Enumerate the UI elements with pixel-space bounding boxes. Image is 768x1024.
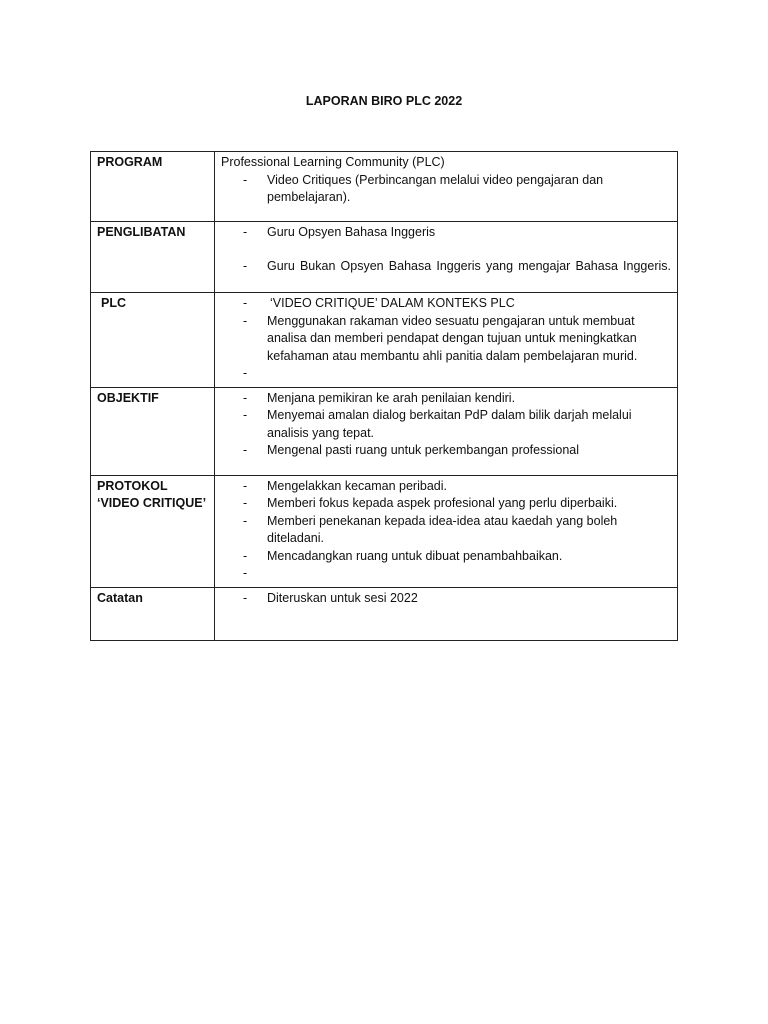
list-item — [221, 313, 671, 366]
list-item-text: Memberi fokus kepada aspek profesional yang perlu diperbaiki. — [267, 496, 618, 510]
bullet-dash: - — [243, 390, 248, 405]
list-item — [221, 390, 671, 408]
row-label-objektif: OBJEKTIF — [91, 387, 215, 475]
penglibatan-list — [221, 224, 671, 275]
list-item-text: Diteruskan untuk sesi 2022 — [267, 590, 418, 605]
list-item — [221, 565, 671, 583]
plc-list — [221, 295, 671, 383]
list-item-text: Menjana pemikiran ke arah penilaian kendiri. — [267, 390, 516, 405]
list-item-text: Guru Opsyen Bahasa Inggeris — [267, 225, 436, 239]
bullet-dash: - — [243, 566, 248, 580]
list-item — [221, 548, 671, 566]
protokol-list — [221, 478, 671, 583]
bullet-dash: - — [243, 408, 248, 422]
list-item-text: Mencadangkan ruang untuk dibuat penambahbaikan. — [267, 548, 563, 563]
list-item-text: Guru Bukan Opsyen Bahasa Inggeris yang mengajar Bahasa Inggeris. — [267, 258, 671, 273]
bullet-dash: - — [243, 296, 248, 310]
bullet-dash: - — [243, 225, 248, 239]
bullet-dash: - — [243, 313, 248, 328]
table-row-protokol — [91, 475, 678, 587]
report-table — [90, 151, 678, 641]
row-content-protokol — [215, 475, 678, 587]
list-item — [221, 295, 671, 313]
list-item — [221, 590, 671, 608]
list-item — [221, 442, 671, 460]
list-item-text: Menggunakan rakaman video sesuatu pengajaran untuk membuat analisa dan memberi pendapat dengan tujuan untuk meningkatkan kefahaman atau membantu ahli panitia dalam pembelajaran murid. — [267, 313, 638, 363]
list-item — [221, 478, 671, 496]
list-item-text: Mengelakkan kecaman peribadi. — [267, 478, 447, 493]
bullet-dash: - — [243, 443, 248, 457]
objektif-list — [221, 390, 671, 460]
list-item — [221, 224, 671, 242]
row-content-penglibatan — [215, 222, 678, 293]
table-row-objektif — [91, 387, 678, 475]
row-label-catatan: Catatan — [91, 587, 215, 640]
row-content-program — [215, 152, 678, 222]
table-row-program — [91, 152, 678, 222]
list-item — [221, 258, 671, 276]
list-item-text: Menyemai amalan dialog berkaitan PdP dalam bilik darjah melalui analisis yang tepat. — [267, 408, 632, 440]
list-item — [221, 495, 671, 513]
bullet-dash: - — [243, 366, 248, 380]
bullet-dash: - — [243, 548, 248, 563]
document-title: LAPORAN BIRO PLC 2022 — [305, 94, 463, 108]
row-content-plc — [215, 293, 678, 388]
row-content-catatan — [215, 587, 678, 640]
list-item — [221, 172, 671, 207]
bullet-dash: - — [243, 258, 248, 273]
table-row-penglibatan — [91, 222, 678, 293]
row-label-program: PROGRAM — [91, 152, 215, 222]
table-row-catatan — [91, 587, 678, 640]
list-item-text: Mengenal pasti ruang untuk perkembangan professional — [267, 443, 580, 457]
bullet-dash: - — [243, 590, 248, 605]
bullet-dash: - — [243, 496, 248, 510]
row-content-objektif — [215, 387, 678, 475]
row-label-penglibatan: PENGLIBATAN — [91, 222, 215, 293]
list-item-text: Memberi penekanan kepada idea-idea atau kaedah yang boleh diteladani. — [267, 513, 618, 545]
list-item — [221, 365, 671, 383]
program-lead-text: Professional Learning Community (PLC) — [221, 155, 445, 169]
bullet-dash: - — [243, 172, 248, 187]
list-item-text: Video Critiques (Perbincangan melalui video pengajaran dan pembelajaran). — [267, 172, 604, 204]
list-item — [221, 513, 671, 548]
bullet-dash: - — [243, 478, 248, 493]
list-item — [221, 407, 671, 442]
bullet-dash: - — [243, 513, 248, 528]
catatan-list — [221, 590, 671, 608]
row-label-plc: PLC — [91, 293, 215, 388]
list-item-text: ‘VIDEO CRITIQUE’ DALAM KONTEKS PLC — [270, 296, 515, 310]
program-list — [221, 172, 671, 207]
table-row-plc — [91, 293, 678, 388]
row-label-protokol: PROTOKOL ‘VIDEO CRITIQUE’ — [91, 475, 215, 587]
